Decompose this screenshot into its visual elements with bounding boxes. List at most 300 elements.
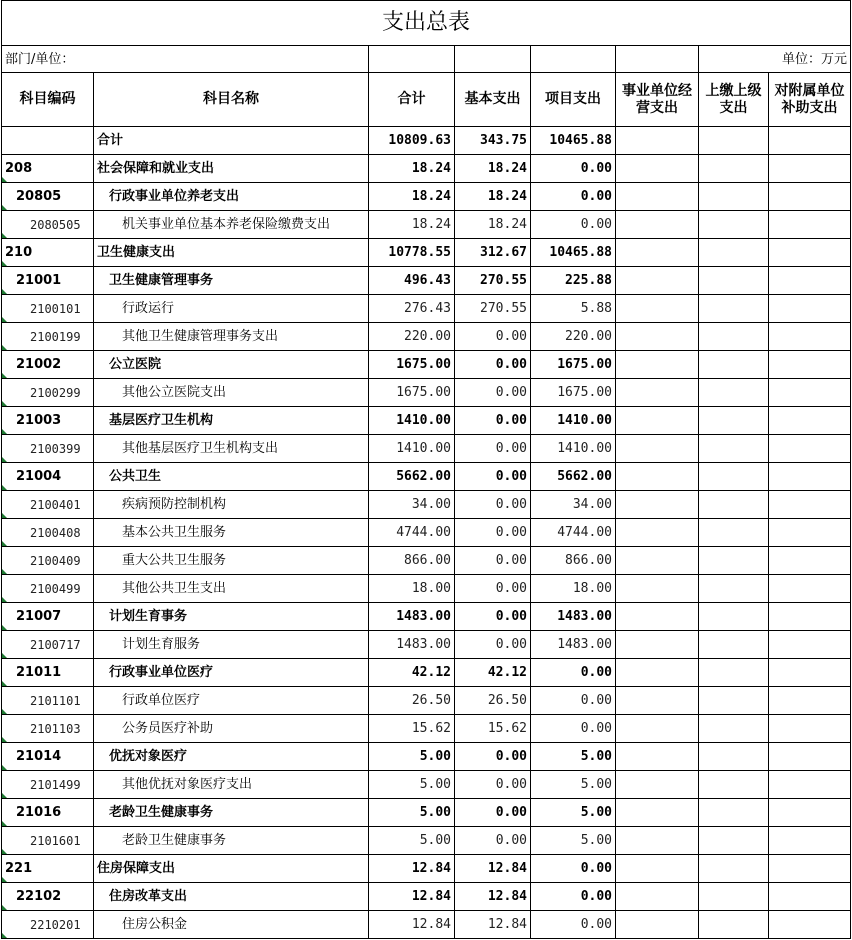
cell-total[interactable]: 5.00 — [369, 771, 455, 799]
cell-code[interactable]: 221 — [2, 855, 94, 883]
text-number-indicator-icon — [2, 737, 7, 742]
cell-code[interactable]: 21014 — [2, 743, 94, 771]
cell-empty[interactable] — [699, 491, 769, 519]
cell-project[interactable]: 10465.88 — [531, 127, 616, 155]
cell-total[interactable]: 26.50 — [369, 687, 455, 715]
table-row — [2, 771, 851, 799]
cell-project[interactable]: 18.00 — [531, 575, 616, 603]
cell-empty[interactable] — [699, 463, 769, 491]
cell-empty[interactable] — [769, 211, 851, 239]
cell-empty[interactable] — [616, 491, 699, 519]
cell-name[interactable]: 住房公积金 — [94, 911, 369, 939]
meta-empty-cell[interactable] — [369, 46, 455, 73]
cell-basic[interactable]: 18.24 — [455, 211, 531, 239]
cell-code[interactable]: 21007 — [2, 603, 94, 631]
cell-total[interactable]: 1675.00 — [369, 351, 455, 379]
text-number-indicator-icon — [2, 317, 7, 322]
cell-basic[interactable]: 0.00 — [455, 435, 531, 463]
cell-name[interactable]: 其他公共卫生支出 — [94, 575, 369, 603]
cell-name[interactable]: 卫生健康管理事务 — [94, 267, 369, 295]
cell-total[interactable]: 12.84 — [369, 855, 455, 883]
cell-total[interactable]: 4744.00 — [369, 519, 455, 547]
cell-empty[interactable] — [699, 715, 769, 743]
table-row — [2, 295, 851, 323]
cell-name[interactable]: 住房保障支出 — [94, 855, 369, 883]
cell-total[interactable]: 276.43 — [369, 295, 455, 323]
cell-total[interactable]: 1675.00 — [369, 379, 455, 407]
cell-basic[interactable]: 0.00 — [455, 631, 531, 659]
cell-total[interactable]: 1410.00 — [369, 407, 455, 435]
cell-empty[interactable] — [616, 351, 699, 379]
cell-empty[interactable] — [616, 379, 699, 407]
text-number-indicator-icon — [2, 933, 7, 938]
cell-code[interactable]: 21011 — [2, 659, 94, 687]
cell-empty[interactable] — [769, 575, 851, 603]
cell-total[interactable]: 866.00 — [369, 547, 455, 575]
cell-empty[interactable] — [769, 519, 851, 547]
cell-basic[interactable]: 343.75 — [455, 127, 531, 155]
cell-empty[interactable] — [769, 379, 851, 407]
cell-code[interactable] — [2, 127, 94, 155]
expenditure-summary-table — [1, 0, 851, 939]
cell-empty[interactable] — [699, 323, 769, 351]
cell-code[interactable]: 2100399 — [2, 435, 94, 463]
table-row — [2, 379, 851, 407]
cell-project[interactable]: 225.88 — [531, 267, 616, 295]
cell-project[interactable]: 1410.00 — [531, 435, 616, 463]
header-remit: 上缴上级支出 — [699, 73, 769, 127]
cell-empty[interactable] — [616, 771, 699, 799]
cell-project[interactable]: 0.00 — [531, 715, 616, 743]
cell-basic[interactable]: 0.00 — [455, 407, 531, 435]
table-row — [2, 687, 851, 715]
cell-code[interactable]: 20805 — [2, 183, 94, 211]
cell-code[interactable]: 2100401 — [2, 491, 94, 519]
table-row — [2, 715, 851, 743]
cell-empty[interactable] — [769, 239, 851, 267]
cell-project[interactable]: 5.00 — [531, 743, 616, 771]
cell-empty[interactable] — [616, 911, 699, 939]
table-row — [2, 211, 851, 239]
cell-empty[interactable] — [699, 883, 769, 911]
cell-empty[interactable] — [769, 435, 851, 463]
cell-code[interactable]: 210 — [2, 239, 94, 267]
cell-name[interactable]: 社会保障和就业支出 — [94, 155, 369, 183]
cell-total[interactable]: 42.12 — [369, 659, 455, 687]
cell-project[interactable]: 1483.00 — [531, 631, 616, 659]
cell-empty[interactable] — [699, 267, 769, 295]
cell-empty[interactable] — [699, 771, 769, 799]
cell-name[interactable]: 老龄卫生健康事务 — [94, 799, 369, 827]
table-row — [2, 407, 851, 435]
cell-empty[interactable] — [769, 491, 851, 519]
cell-empty[interactable] — [769, 631, 851, 659]
cell-empty[interactable] — [769, 547, 851, 575]
text-number-indicator-icon — [2, 569, 7, 574]
cell-basic[interactable]: 42.12 — [455, 659, 531, 687]
table-row — [2, 575, 851, 603]
cell-empty[interactable] — [616, 519, 699, 547]
cell-project[interactable]: 1675.00 — [531, 379, 616, 407]
cell-project[interactable]: 5.00 — [531, 799, 616, 827]
table-row — [2, 435, 851, 463]
header-basic: 基本支出 — [455, 73, 531, 127]
cell-basic[interactable]: 0.00 — [455, 799, 531, 827]
cell-name[interactable]: 计划生育事务 — [94, 603, 369, 631]
cell-empty[interactable] — [616, 575, 699, 603]
cell-total[interactable]: 12.84 — [369, 911, 455, 939]
cell-empty[interactable] — [769, 127, 851, 155]
cell-code[interactable]: 22102 — [2, 883, 94, 911]
meta-empty-cell[interactable] — [616, 46, 699, 73]
header-code: 科目编码 — [2, 73, 94, 127]
cell-total[interactable]: 220.00 — [369, 323, 455, 351]
cell-basic[interactable]: 12.84 — [455, 855, 531, 883]
cell-basic[interactable]: 0.00 — [455, 463, 531, 491]
text-number-indicator-icon — [2, 597, 7, 602]
cell-basic[interactable]: 270.55 — [455, 267, 531, 295]
cell-empty[interactable] — [769, 743, 851, 771]
cell-empty[interactable] — [699, 519, 769, 547]
cell-total[interactable]: 496.43 — [369, 267, 455, 295]
table-row — [2, 127, 851, 155]
table-row — [2, 547, 851, 575]
table-row — [2, 323, 851, 351]
cell-empty[interactable] — [699, 295, 769, 323]
cell-empty[interactable] — [616, 211, 699, 239]
cell-name[interactable]: 其他公立医院支出 — [94, 379, 369, 407]
cell-empty[interactable] — [699, 659, 769, 687]
cell-basic[interactable]: 12.84 — [455, 883, 531, 911]
page-title: 支出总表 — [2, 1, 851, 46]
cell-empty[interactable] — [616, 827, 699, 855]
cell-empty[interactable] — [769, 883, 851, 911]
cell-empty[interactable] — [616, 855, 699, 883]
table-row — [2, 491, 851, 519]
cell-empty[interactable] — [699, 687, 769, 715]
cell-name[interactable]: 公共卫生 — [94, 463, 369, 491]
table-row — [2, 183, 851, 211]
cell-project[interactable]: 34.00 — [531, 491, 616, 519]
cell-empty[interactable] — [616, 295, 699, 323]
cell-name[interactable]: 老龄卫生健康事务 — [94, 827, 369, 855]
header-project: 项目支出 — [531, 73, 616, 127]
cell-basic[interactable]: 0.00 — [455, 519, 531, 547]
cell-code[interactable]: 21004 — [2, 463, 94, 491]
cell-project[interactable]: 10465.88 — [531, 239, 616, 267]
text-number-indicator-icon — [2, 513, 7, 518]
cell-code[interactable]: 2100408 — [2, 519, 94, 547]
cell-basic[interactable]: 312.67 — [455, 239, 531, 267]
cell-name[interactable]: 住房改革支出 — [94, 883, 369, 911]
cell-code[interactable]: 21002 — [2, 351, 94, 379]
cell-empty[interactable] — [616, 435, 699, 463]
cell-empty[interactable] — [699, 351, 769, 379]
table-row — [2, 463, 851, 491]
cell-code[interactable]: 2101499 — [2, 771, 94, 799]
cell-empty[interactable] — [769, 295, 851, 323]
meta-empty-cell[interactable] — [531, 46, 616, 73]
cell-basic[interactable]: 270.55 — [455, 295, 531, 323]
cell-empty[interactable] — [616, 547, 699, 575]
table-row — [2, 351, 851, 379]
cell-name[interactable]: 行政运行 — [94, 295, 369, 323]
table-row — [2, 155, 851, 183]
cell-name[interactable]: 其他优抚对象医疗支出 — [94, 771, 369, 799]
cell-basic[interactable]: 12.84 — [455, 911, 531, 939]
cell-name[interactable]: 公务员医疗补助 — [94, 715, 369, 743]
cell-empty[interactable] — [699, 127, 769, 155]
cell-empty[interactable] — [699, 407, 769, 435]
text-number-indicator-icon — [2, 401, 7, 406]
cell-code[interactable]: 21001 — [2, 267, 94, 295]
table-row — [2, 267, 851, 295]
text-number-indicator-icon — [2, 653, 7, 658]
cell-empty[interactable] — [616, 127, 699, 155]
cell-basic[interactable]: 0.00 — [455, 743, 531, 771]
cell-empty[interactable] — [769, 267, 851, 295]
cell-empty[interactable] — [769, 603, 851, 631]
cell-code[interactable]: 2101103 — [2, 715, 94, 743]
cell-empty[interactable] — [616, 407, 699, 435]
cell-name[interactable]: 行政事业单位养老支出 — [94, 183, 369, 211]
cell-basic[interactable]: 26.50 — [455, 687, 531, 715]
cell-name[interactable]: 行政事业单位医疗 — [94, 659, 369, 687]
cell-code[interactable]: 2100199 — [2, 323, 94, 351]
cell-code[interactable]: 2100299 — [2, 379, 94, 407]
cell-total[interactable]: 5.00 — [369, 799, 455, 827]
cell-project[interactable]: 1410.00 — [531, 407, 616, 435]
cell-empty[interactable] — [769, 659, 851, 687]
cell-basic[interactable]: 0.00 — [455, 603, 531, 631]
cell-empty[interactable] — [616, 799, 699, 827]
text-number-indicator-icon — [2, 373, 7, 378]
cell-name[interactable]: 计划生育服务 — [94, 631, 369, 659]
cell-code[interactable]: 2100717 — [2, 631, 94, 659]
cell-basic[interactable]: 0.00 — [455, 323, 531, 351]
text-number-indicator-icon — [2, 345, 7, 350]
cell-empty[interactable] — [616, 883, 699, 911]
cell-total[interactable]: 34.00 — [369, 491, 455, 519]
cell-name[interactable]: 优抚对象医疗 — [94, 743, 369, 771]
text-number-indicator-icon — [2, 205, 7, 210]
cell-empty[interactable] — [769, 855, 851, 883]
cell-empty[interactable] — [699, 379, 769, 407]
cell-empty[interactable] — [616, 715, 699, 743]
cell-project[interactable]: 0.00 — [531, 659, 616, 687]
cell-project[interactable]: 1483.00 — [531, 603, 616, 631]
cell-empty[interactable] — [616, 659, 699, 687]
cell-total[interactable]: 15.62 — [369, 715, 455, 743]
text-number-indicator-icon — [2, 177, 7, 182]
cell-empty[interactable] — [699, 155, 769, 183]
cell-code[interactable]: 21016 — [2, 799, 94, 827]
cell-empty[interactable] — [699, 911, 769, 939]
text-number-indicator-icon — [2, 709, 7, 714]
cell-empty[interactable] — [769, 771, 851, 799]
table-row — [2, 827, 851, 855]
cell-empty[interactable] — [699, 855, 769, 883]
cell-project[interactable]: 0.00 — [531, 687, 616, 715]
header-total: 合计 — [369, 73, 455, 127]
cell-code[interactable]: 2101601 — [2, 827, 94, 855]
cell-empty[interactable] — [769, 155, 851, 183]
cell-name[interactable]: 其他基层医疗卫生机构支出 — [94, 435, 369, 463]
cell-empty[interactable] — [769, 323, 851, 351]
table-row — [2, 603, 851, 631]
text-number-indicator-icon — [2, 681, 7, 686]
text-number-indicator-icon — [2, 457, 7, 462]
cell-empty[interactable] — [616, 267, 699, 295]
cell-empty[interactable] — [769, 715, 851, 743]
text-number-indicator-icon — [2, 821, 7, 826]
text-number-indicator-icon — [2, 485, 7, 490]
cell-empty[interactable] — [616, 687, 699, 715]
cell-project[interactable]: 0.00 — [531, 155, 616, 183]
cell-basic[interactable]: 18.24 — [455, 183, 531, 211]
cell-empty[interactable] — [699, 743, 769, 771]
cell-project[interactable]: 0.00 — [531, 211, 616, 239]
cell-empty[interactable] — [699, 827, 769, 855]
cell-project[interactable]: 220.00 — [531, 323, 616, 351]
table-row — [2, 883, 851, 911]
cell-project[interactable]: 0.00 — [531, 183, 616, 211]
table-row — [2, 631, 851, 659]
cell-code[interactable]: 2210201 — [2, 911, 94, 939]
cell-project[interactable]: 1675.00 — [531, 351, 616, 379]
cell-empty[interactable] — [699, 239, 769, 267]
unit-label: 单位：万元 — [699, 46, 851, 73]
cell-total[interactable]: 10809.63 — [369, 127, 455, 155]
cell-total[interactable]: 18.00 — [369, 575, 455, 603]
cell-name[interactable]: 公立医院 — [94, 351, 369, 379]
cell-project[interactable]: 0.00 — [531, 855, 616, 883]
cell-project[interactable]: 5.88 — [531, 295, 616, 323]
table-row — [2, 519, 851, 547]
text-number-indicator-icon — [2, 541, 7, 546]
cell-empty[interactable] — [769, 687, 851, 715]
cell-empty[interactable] — [616, 323, 699, 351]
header-subsidy: 对附属单位补助支出 — [769, 73, 851, 127]
cell-empty[interactable] — [769, 407, 851, 435]
cell-project[interactable]: 5.00 — [531, 827, 616, 855]
cell-name[interactable]: 重大公共卫生服务 — [94, 547, 369, 575]
cell-project[interactable]: 0.00 — [531, 883, 616, 911]
text-number-indicator-icon — [2, 905, 7, 910]
cell-name[interactable]: 卫生健康支出 — [94, 239, 369, 267]
cell-empty[interactable] — [616, 631, 699, 659]
cell-project[interactable]: 866.00 — [531, 547, 616, 575]
cell-code[interactable]: 208 — [2, 155, 94, 183]
cell-empty[interactable] — [616, 603, 699, 631]
cell-name[interactable]: 基层医疗卫生机构 — [94, 407, 369, 435]
cell-basic[interactable]: 0.00 — [455, 771, 531, 799]
cell-empty[interactable] — [699, 631, 769, 659]
cell-total[interactable]: 5.00 — [369, 827, 455, 855]
cell-name[interactable]: 疾病预防控制机构 — [94, 491, 369, 519]
text-number-indicator-icon — [2, 289, 7, 294]
cell-project[interactable]: 0.00 — [531, 911, 616, 939]
cell-total[interactable]: 18.24 — [369, 211, 455, 239]
table-row — [2, 799, 851, 827]
cell-empty[interactable] — [769, 799, 851, 827]
cell-empty[interactable] — [769, 827, 851, 855]
text-number-indicator-icon — [2, 849, 7, 854]
cell-empty[interactable] — [699, 547, 769, 575]
text-number-indicator-icon — [2, 793, 7, 798]
meta-empty-cell[interactable] — [455, 46, 531, 73]
cell-empty[interactable] — [699, 575, 769, 603]
table-row — [2, 659, 851, 687]
cell-empty[interactable] — [616, 183, 699, 211]
cell-basic[interactable]: 18.24 — [455, 155, 531, 183]
cell-total[interactable]: 5662.00 — [369, 463, 455, 491]
cell-code[interactable]: 2100101 — [2, 295, 94, 323]
cell-empty[interactable] — [699, 435, 769, 463]
cell-empty[interactable] — [616, 239, 699, 267]
cell-empty[interactable] — [616, 463, 699, 491]
cell-basic[interactable]: 0.00 — [455, 351, 531, 379]
cell-total[interactable]: 1483.00 — [369, 603, 455, 631]
cell-code[interactable]: 21003 — [2, 407, 94, 435]
cell-basic[interactable]: 0.00 — [455, 547, 531, 575]
cell-total[interactable]: 1483.00 — [369, 631, 455, 659]
text-number-indicator-icon — [2, 429, 7, 434]
cell-total[interactable]: 10778.55 — [369, 239, 455, 267]
cell-name[interactable]: 其他卫生健康管理事务支出 — [94, 323, 369, 351]
cell-basic[interactable]: 15.62 — [455, 715, 531, 743]
text-number-indicator-icon — [2, 765, 7, 770]
cell-empty[interactable] — [616, 155, 699, 183]
cell-basic[interactable]: 0.00 — [455, 827, 531, 855]
cell-basic[interactable]: 0.00 — [455, 379, 531, 407]
cell-empty[interactable] — [699, 603, 769, 631]
cell-empty[interactable] — [769, 183, 851, 211]
cell-project[interactable]: 5.00 — [531, 771, 616, 799]
cell-empty[interactable] — [699, 183, 769, 211]
cell-code[interactable]: 2080505 — [2, 211, 94, 239]
text-number-indicator-icon — [2, 233, 7, 238]
cell-empty[interactable] — [699, 799, 769, 827]
cell-code[interactable]: 2100409 — [2, 547, 94, 575]
cell-name[interactable]: 行政单位医疗 — [94, 687, 369, 715]
cell-code[interactable]: 2100499 — [2, 575, 94, 603]
cell-basic[interactable]: 0.00 — [455, 575, 531, 603]
header-name: 科目名称 — [94, 73, 369, 127]
cell-empty[interactable] — [769, 351, 851, 379]
cell-empty[interactable] — [769, 911, 851, 939]
cell-project[interactable]: 5662.00 — [531, 463, 616, 491]
cell-name[interactable]: 基本公共卫生服务 — [94, 519, 369, 547]
cell-empty[interactable] — [699, 211, 769, 239]
cell-total[interactable]: 12.84 — [369, 883, 455, 911]
cell-total[interactable]: 18.24 — [369, 155, 455, 183]
text-number-indicator-icon — [2, 877, 7, 882]
cell-basic[interactable]: 0.00 — [455, 491, 531, 519]
header-business: 事业单位经营支出 — [616, 73, 699, 127]
cell-empty[interactable] — [769, 463, 851, 491]
cell-total[interactable]: 1410.00 — [369, 435, 455, 463]
table-row — [2, 911, 851, 939]
cell-name[interactable]: 机关事业单位基本养老保险缴费支出 — [94, 211, 369, 239]
cell-total[interactable]: 18.24 — [369, 183, 455, 211]
cell-total[interactable]: 5.00 — [369, 743, 455, 771]
cell-code[interactable]: 2101101 — [2, 687, 94, 715]
cell-name[interactable]: 合计 — [94, 127, 369, 155]
dept-label: 部门/单位： — [2, 46, 369, 73]
cell-project[interactable]: 4744.00 — [531, 519, 616, 547]
cell-empty[interactable] — [616, 743, 699, 771]
